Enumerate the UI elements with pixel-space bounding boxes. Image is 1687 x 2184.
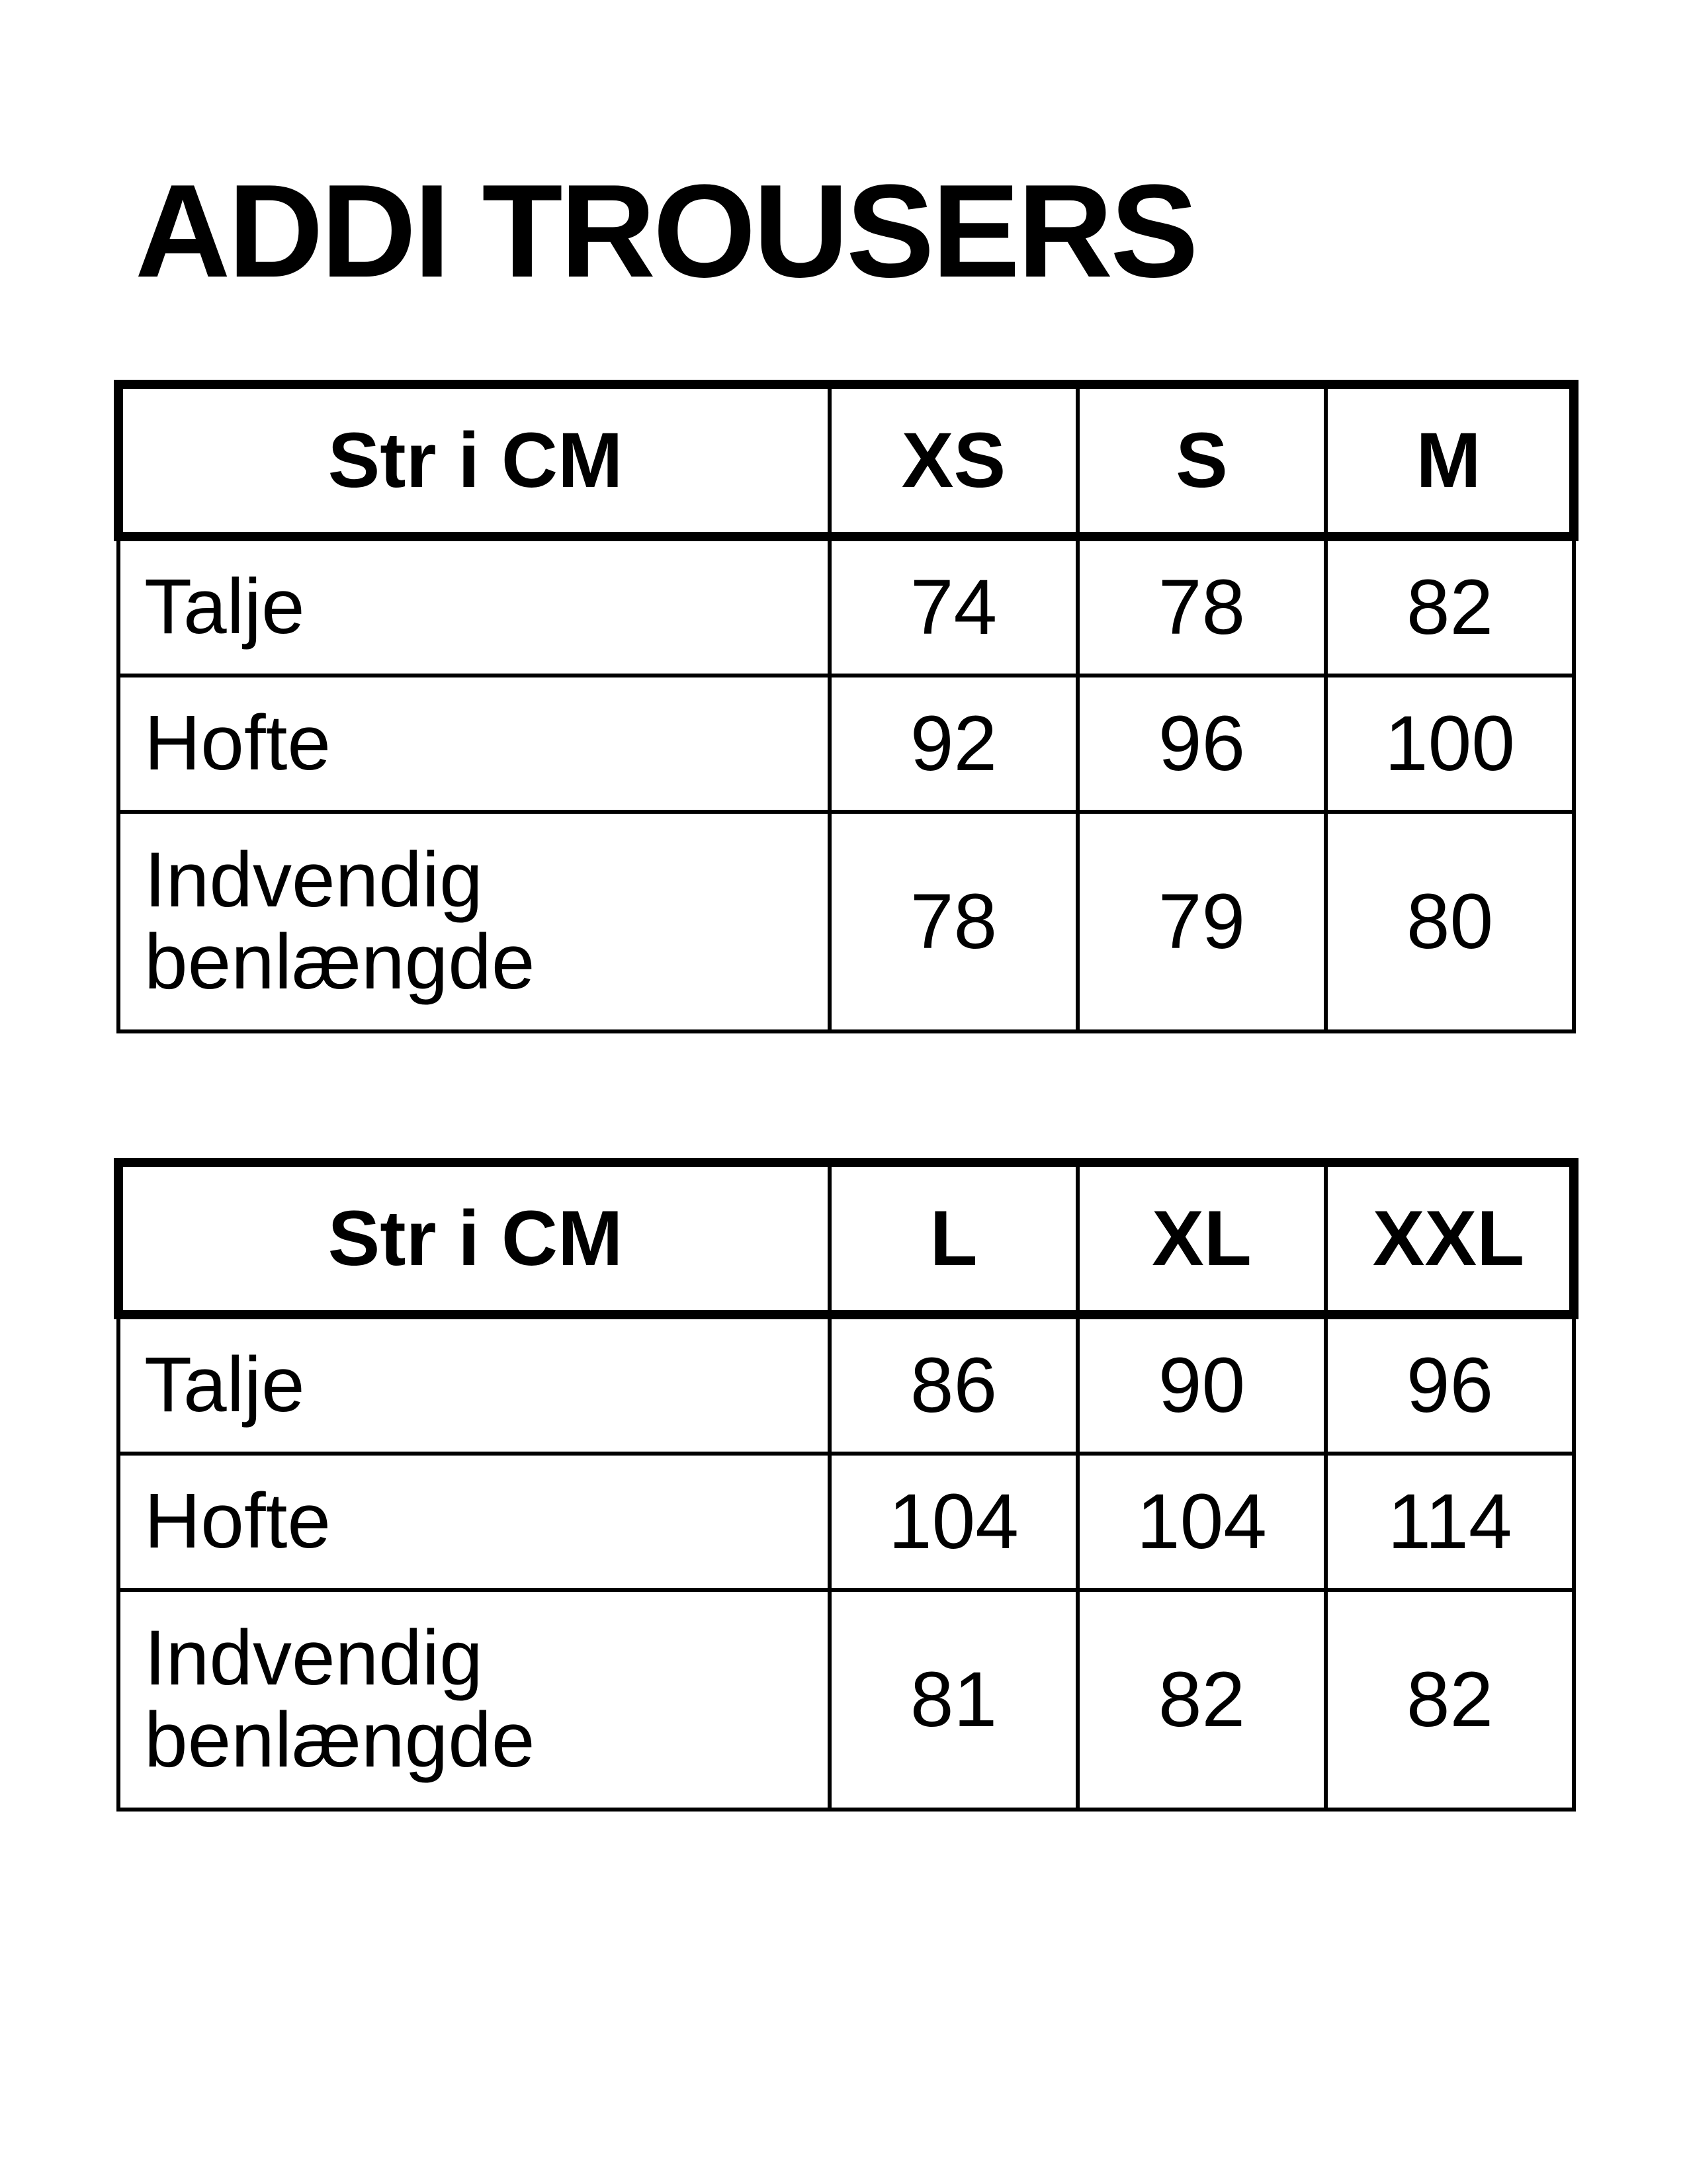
size-header: S [1078, 384, 1326, 537]
table-cell: 81 [830, 1590, 1078, 1810]
header-label: Str i CM [118, 384, 830, 537]
table-row [118, 537, 1574, 676]
table-cell: 104 [830, 1454, 1078, 1590]
table-header-row [118, 384, 1574, 537]
page-title: ADDI TROUSERS [135, 157, 1196, 305]
table-cell: 82 [1078, 1590, 1326, 1810]
table-cell: 80 [1326, 812, 1574, 1031]
row-label: Talje [118, 1315, 830, 1454]
size-header: XL [1078, 1162, 1326, 1315]
table-cell: 90 [1078, 1315, 1326, 1454]
table-cell: 86 [830, 1315, 1078, 1454]
row-label: Hofte [118, 676, 830, 812]
size-header: M [1326, 384, 1574, 537]
table-cell: 78 [1078, 537, 1326, 676]
table-cell: 74 [830, 537, 1078, 676]
header-label: Str i CM [118, 1162, 830, 1315]
table-row [118, 812, 1574, 1031]
row-label: Talje [118, 537, 830, 676]
table-cell: 104 [1078, 1454, 1326, 1590]
table-cell: 100 [1326, 676, 1574, 812]
size-table-2 [114, 1158, 1579, 1812]
table-row [118, 1454, 1574, 1590]
size-header: XXL [1326, 1162, 1574, 1315]
row-label: Indvendig benlængde [118, 1590, 830, 1810]
table-cell: 82 [1326, 537, 1574, 676]
table-cell: 96 [1326, 1315, 1574, 1454]
table-cell: 78 [830, 812, 1078, 1031]
table-header-row [118, 1162, 1574, 1315]
table-cell: 114 [1326, 1454, 1574, 1590]
row-label: Indvendig benlængde [118, 812, 830, 1031]
size-header: XS [830, 384, 1078, 537]
row-label: Hofte [118, 1454, 830, 1590]
size-header: L [830, 1162, 1078, 1315]
table-row [118, 676, 1574, 812]
table-row [118, 1315, 1574, 1454]
table-cell: 82 [1326, 1590, 1574, 1810]
table-cell: 96 [1078, 676, 1326, 812]
table-cell: 92 [830, 676, 1078, 812]
table-row [118, 1590, 1574, 1810]
size-table-1 [114, 380, 1579, 1033]
table-cell: 79 [1078, 812, 1326, 1031]
